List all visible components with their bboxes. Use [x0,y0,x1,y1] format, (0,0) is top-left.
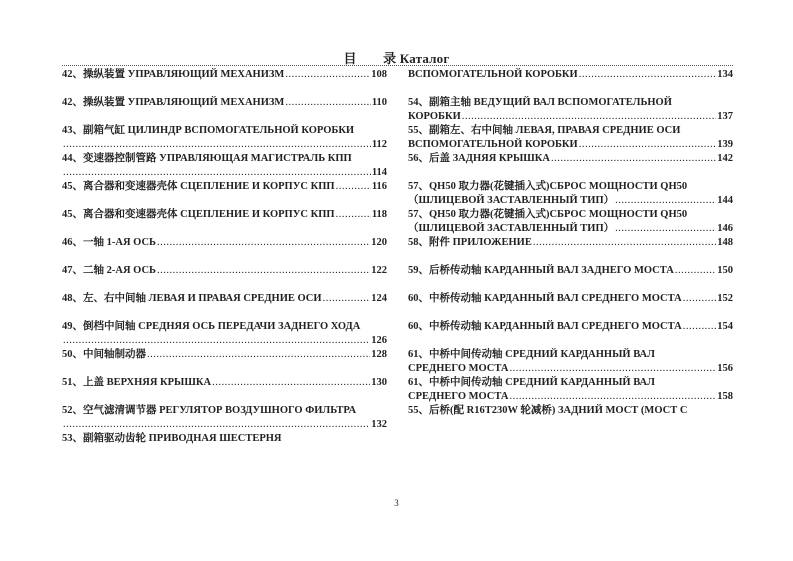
toc-entry-line [408,124,733,138]
toc-entry-title: 61、中桥中间传动轴 СРЕДНИЙ КАРДАННЫЙ ВАЛ [408,349,655,360]
dot-leader [683,320,717,334]
toc-entry[interactable] [408,264,733,292]
dot-leader [63,166,371,180]
toc-entry[interactable] [62,264,387,292]
toc-entry-line [62,208,387,222]
dot-leader [683,292,717,306]
toc-entry-title: 61、中桥中间传动轴 СРЕДНИЙ КАРДАННЫЙ ВАЛ [408,377,655,388]
toc-entry[interactable] [62,180,387,208]
toc-entry-line [408,96,733,110]
toc-entry-line [62,320,387,334]
toc-page-number: 150 [717,265,733,276]
toc-right-column [408,68,733,432]
dot-leader [212,376,370,390]
toc-entry-title: 57、QH50 取力器(花键插入式)СБРОС МОЩНОСТИ QH50 [408,209,688,220]
toc-entry[interactable] [62,320,387,348]
dot-leader [323,292,371,306]
toc-page-number: 137 [717,111,733,122]
dot-leader [509,362,716,376]
toc-page-number: 132 [371,419,387,430]
toc-page-number: 148 [717,237,733,248]
toc-page-number: 116 [371,181,387,192]
page-number: 3 [394,498,399,508]
toc-entry-title: 49、倒档中间轴 СРЕДНЯЯ ОСЬ ПЕРЕДАЧИ ЗАДНЕГО ХОДА [62,321,361,332]
toc-entry-line [408,236,733,250]
toc-page-number: 122 [371,265,387,276]
toc-entry-line [62,418,387,432]
dot-leader [63,138,371,152]
toc-entry-line [408,404,733,418]
toc-page-number: 144 [717,195,733,206]
toc-entry-title: 45、离合器和变速器壳体 СЦЕПЛЕНИЕ И КОРПУС КПП [62,209,335,220]
toc-entry-title: 53、副箱驱动齿轮 ПРИВОДНАЯ ШЕСТЕРНЯ [62,433,282,444]
toc-entry-title: 50、中间轴制动器 [62,349,146,360]
dot-leader [675,264,716,278]
toc-entry-title: ВСПОМОГАТЕЛЬНОЙ КОРОБКИ [408,69,578,80]
toc-page-number: 154 [717,321,733,332]
dot-leader [579,138,717,152]
dot-leader [336,208,371,222]
toc-entry-title: 60、中桥传动轴 КАРДАННЫЙ ВАЛ СРЕДНЕГО МОСТА [408,293,682,304]
toc-entry-line [62,180,387,194]
toc-entry-line [408,194,733,208]
toc-page-number: 139 [717,139,733,150]
toc-entry[interactable] [62,152,387,180]
toc-entry-title: СРЕДНЕГО МОСТА [408,363,509,374]
toc-page-number: 158 [717,391,733,402]
toc-entry[interactable] [408,320,733,348]
toc-entry[interactable] [408,208,733,236]
toc-page-number: 156 [717,363,733,374]
toc-entry[interactable] [62,292,387,320]
toc-entry-title: （ШЛИЦЕВОЙ ЗАСТАВЛЕННЫЙ ТИП） [408,195,615,206]
dot-leader [462,110,716,124]
toc-page-number: 114 [371,167,387,178]
toc-entry-line [408,180,733,194]
dot-leader [615,222,716,236]
toc-entry[interactable] [62,124,387,152]
toc-entry-line [408,264,733,278]
toc-entry-title: СРЕДНЕГО МОСТА [408,391,509,402]
toc-entry-title: 57、QH50 取力器(花键插入式)СБРОС МОЩНОСТИ QH50 [408,181,688,192]
dot-leader [63,418,370,432]
toc-entry[interactable] [62,236,387,264]
page-title: 目 录 Каталог [343,51,450,66]
toc-entry-line [62,348,387,362]
dot-leader [551,152,716,166]
toc-entry-title: КОРОБКИ [408,111,461,122]
toc-entry[interactable] [62,432,387,460]
toc-entry-title: 55、副箱左、右中间轴 ЛЕВАЯ, ПРАВАЯ СРЕДНИЕ ОСИ [408,125,681,136]
toc-entry[interactable] [408,152,733,180]
toc-entry[interactable] [62,68,387,96]
toc-entry-line [62,376,387,390]
toc-entry[interactable] [408,348,733,376]
toc-page-number: 142 [717,153,733,164]
dot-leader [615,194,716,208]
toc-entry-line [408,390,733,404]
toc-page-number: 118 [371,209,387,220]
toc-entry-title: 44、变速器控制管路 УПРАВЛЯЮЩАЯ МАГИСТРАЛЬ КПП [62,153,352,164]
toc-entry-line [408,362,733,376]
toc-entry-line [62,68,387,82]
toc-entry-title: 42、操纵装置 УПРАВЛЯЮЩИЙ МЕХАНИЗМ [62,97,285,108]
toc-entry-line [62,124,387,138]
toc-entry-line [408,68,733,82]
toc-entry-line [408,348,733,362]
toc-entry-line [408,222,733,236]
dot-leader [509,390,716,404]
toc-entry-title: 45、离合器和变速器壳体 СЦЕПЛЕНИЕ И КОРПУС КПП [62,181,335,192]
toc-page-number: 110 [371,97,387,108]
toc-entry[interactable] [408,376,733,404]
toc-page-number: 126 [371,335,387,346]
dot-leader [285,96,370,110]
toc-entry-line [62,152,387,166]
toc-entry-title: ВСПОМОГАТЕЛЬНОЙ КОРОБКИ [408,139,578,150]
toc-page-number: 146 [717,223,733,234]
toc-entry-line [62,404,387,418]
title-divider [62,65,733,66]
toc-entry[interactable] [408,180,733,208]
toc-entry-line [408,152,733,166]
toc-entry[interactable] [62,208,387,236]
toc-page-number: 112 [371,139,387,150]
toc-entry-title: 60、中桥传动轴 КАРДАННЫЙ ВАЛ СРЕДНЕГО МОСТА [408,321,682,332]
toc-entry-line [408,376,733,390]
toc-entry-title: 47、二轴 2-АЯ ОСЬ [62,265,156,276]
toc-entry-title: 42、操纵装置 УПРАВЛЯЮЩИЙ МЕХАНИЗМ [62,69,285,80]
toc-entry-line [408,110,733,124]
toc-entry-title: 59、后桥传动轴 КАРДАННЫЙ ВАЛ ЗАДНЕГО МОСТА [408,265,674,276]
toc-entry-line [408,292,733,306]
toc-page-number: 120 [371,237,387,248]
toc-page-number: 124 [371,293,387,304]
toc-entry[interactable] [408,124,733,152]
toc-entry[interactable] [408,292,733,320]
dot-leader [533,236,716,250]
toc-entry-title: 43、副箱气缸 ЦИЛИНДР ВСПОМОГАТЕЛЬНОЙ КОРОБКИ [62,125,355,136]
dot-leader [157,236,370,250]
toc-entry-title: 48、左、右中间轴 ЛЕВАЯ И ПРАВАЯ СРЕДНИЕ ОСИ [62,293,322,304]
toc-entry-line [408,138,733,152]
toc-entry-line [408,320,733,334]
toc-left-column [62,68,387,460]
dot-leader [157,264,370,278]
toc-entry-line [62,264,387,278]
toc-entry-title: （ШЛИЦЕВОЙ ЗАСТАВЛЕННЫЙ ТИП） [408,223,615,234]
dot-leader [579,68,717,82]
toc-entry-line [62,432,387,446]
toc-entry-line [62,96,387,110]
toc-entry-line [62,138,387,152]
toc-entry-title: 55、后桥(配 R16T230W 轮减桥) ЗАДНИЙ МОСТ (МОСТ С [408,405,688,416]
dot-leader [147,348,370,362]
toc-entry[interactable] [408,236,733,264]
toc-entry[interactable] [62,404,387,432]
dot-leader [63,334,370,348]
toc-entry-title: 54、副箱主轴 ВЕДУЩИЙ ВАЛ ВСПОМОГАТЕЛЬНОЙ [408,97,672,108]
toc-entry-title: 58、附件 ПРИЛОЖЕНИЕ [408,237,532,248]
dot-leader [336,180,371,194]
toc-page-number: 130 [371,377,387,388]
toc-entry-title: 56、后盖 ЗАДНЯЯ КРЫШКА [408,153,550,164]
toc-entry-line [62,292,387,306]
toc-entry-title: 52、空气滤清调节器 РЕГУЛЯТОР ВОЗДУШНОГО ФИЛЬТРА [62,405,357,416]
toc-entry[interactable] [62,96,387,124]
toc-page-number: 152 [717,293,733,304]
toc-entry-line [408,208,733,222]
toc-entry-title: 46、一轴 1-АЯ ОСЬ [62,237,156,248]
toc-entry-line [62,236,387,250]
toc-entry[interactable] [408,68,733,96]
toc-entry[interactable] [408,96,733,124]
toc-entry-line [62,166,387,180]
toc-entry[interactable] [408,404,733,432]
toc-entry[interactable] [62,376,387,404]
toc-entry-title: 51、上盖 ВЕРХНЯЯ КРЫШКА [62,377,212,388]
toc-page-number: 108 [371,69,387,80]
toc-page-number: 134 [717,69,733,80]
dot-leader [285,68,370,82]
toc-entry-line [62,334,387,348]
toc-page-number: 128 [371,349,387,360]
toc-entry[interactable] [62,348,387,376]
